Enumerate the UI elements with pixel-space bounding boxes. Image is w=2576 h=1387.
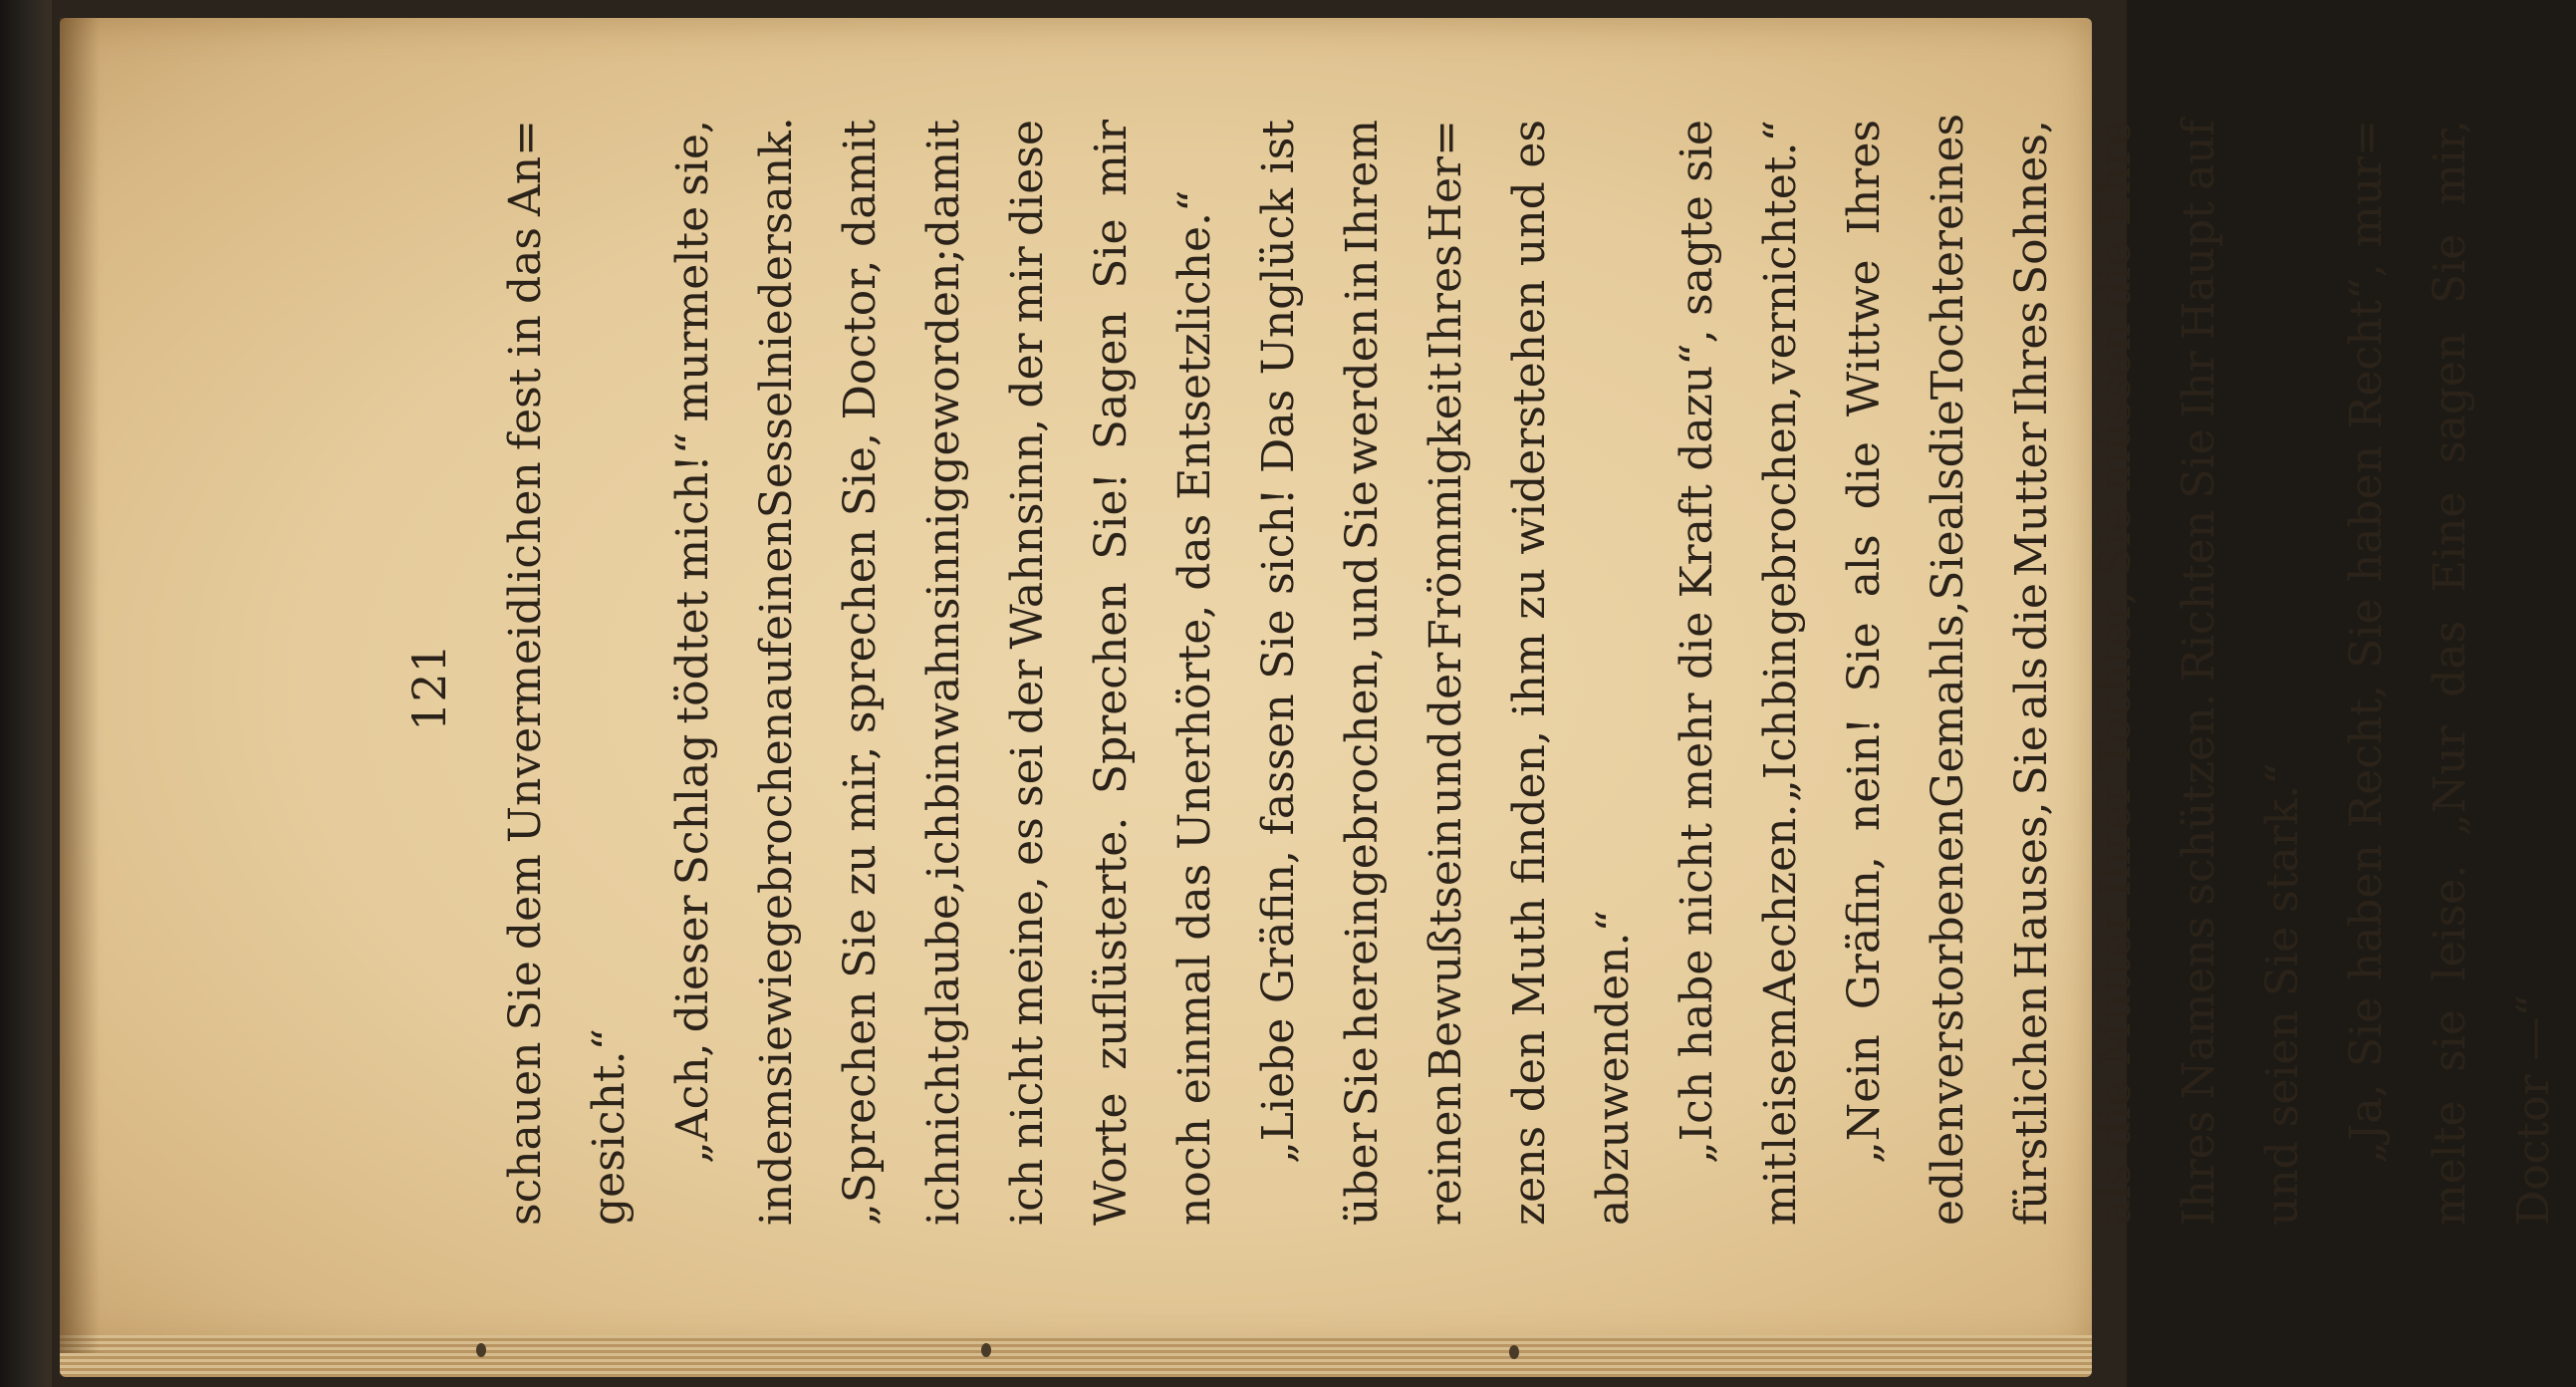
word: es (1002, 817, 1053, 866)
word: eines (1923, 113, 1973, 230)
word: damit (835, 120, 886, 247)
word: mir (1002, 246, 1053, 324)
word: die (2006, 583, 2057, 652)
text-line (1070, 120, 1154, 1226)
word: zu (1504, 568, 1555, 620)
word: ich (1002, 1158, 1053, 1226)
word: Aechzen. (1755, 803, 1806, 1005)
word: Recht, (2341, 685, 2392, 828)
word: Sprechen (1086, 582, 1137, 795)
text-line (2158, 120, 2241, 1226)
word: Sie (2006, 725, 2057, 796)
word: schützen. (2174, 693, 2224, 906)
word: murmelte (667, 205, 718, 422)
binding-stitch (476, 1343, 486, 1357)
word: ist (1253, 120, 1304, 174)
word: als (2006, 657, 2057, 720)
word: Hauses, (2006, 801, 2057, 979)
word: ich (918, 1158, 969, 1226)
text-line: noch einmal das Unerhörte, das Entsetzliche.“ (1169, 189, 1220, 1226)
word: fürstlichen (2006, 984, 2057, 1226)
word: Muth (1504, 897, 1555, 1017)
word: und (1504, 181, 1555, 267)
word: Mutter (2006, 421, 2057, 578)
word: Tochter, (2090, 590, 2141, 770)
word: leise. (2425, 864, 2475, 981)
word: haben (2341, 844, 2392, 981)
word: gebrochen (751, 710, 802, 949)
word: in (500, 315, 551, 358)
word: bin (1755, 637, 1806, 708)
word: die (1672, 611, 1722, 681)
word: diese (1002, 120, 1053, 236)
word: gebrochen, (1755, 385, 1806, 637)
word: mur= (2341, 120, 2392, 248)
word: sich! (1253, 487, 1304, 595)
word: „Ich (1755, 708, 1806, 802)
word: glaube, (918, 880, 969, 1045)
word: die (1839, 441, 1890, 510)
word: den (1504, 1029, 1555, 1113)
word: mir, (835, 745, 886, 832)
word: mehr (1672, 693, 1722, 810)
word: widerstehen (1504, 279, 1555, 555)
word: nicht (918, 1044, 969, 1159)
word: edlen (1923, 1103, 1973, 1226)
binding-gutter (60, 18, 100, 1353)
word: sagen (2425, 332, 2475, 463)
word: Mutter (2090, 911, 2141, 1067)
word: als (1839, 534, 1890, 598)
word: ich (918, 812, 969, 880)
text-line: Doctor —“ (2508, 993, 2559, 1226)
word: meine, (1002, 876, 1053, 1026)
text-line (1405, 120, 1488, 1226)
word: Recht“, (2341, 263, 2392, 429)
word: Ihr (2174, 351, 2224, 418)
text-line (1739, 120, 1823, 1226)
word: Kraft (1672, 484, 1722, 599)
word: Sie (1253, 609, 1304, 680)
word: zuflüsterte. (1086, 816, 1137, 1070)
word: werden (1337, 307, 1388, 475)
word: mit (1755, 1152, 1806, 1226)
word: Gräfin, (1253, 849, 1304, 1004)
word: Das (1253, 389, 1304, 473)
word: das (2425, 620, 2475, 697)
text-line (986, 120, 1070, 1226)
word: reinen (1420, 1082, 1471, 1226)
word: zens (1504, 1125, 1555, 1226)
word: einen (751, 518, 802, 642)
word: wie (751, 948, 802, 1025)
word: Richten (2174, 509, 2224, 683)
text-line (484, 120, 568, 1226)
word: Wittwe (1839, 259, 1890, 417)
word: geworden; (918, 247, 969, 484)
word: es (1504, 120, 1555, 168)
word: wahnsinnig (918, 484, 969, 740)
word: Doctor, (835, 259, 886, 420)
text-line (1907, 113, 1990, 1226)
word: hereingebrochen, (1337, 647, 1388, 1041)
word: Gräfin, (1839, 856, 1890, 1010)
word: Ihres (1839, 120, 1890, 235)
word: nein! (1839, 716, 1890, 832)
word: fassen (1253, 694, 1304, 836)
word: indem (751, 1087, 802, 1226)
word: in (1337, 259, 1388, 302)
word: „Nein (1839, 1034, 1890, 1164)
word: haben (2341, 445, 2392, 583)
word: Sie (2090, 506, 2141, 577)
word: über (1337, 1122, 1388, 1226)
word: sagte (1672, 195, 1722, 316)
word: Sie (2341, 996, 2392, 1067)
text-line (902, 120, 986, 1226)
word: Her= (1420, 120, 1471, 242)
word: Namens (2174, 916, 2224, 1100)
word: Ihrer (2090, 783, 2141, 898)
word: bin (918, 740, 969, 812)
word: mir (1086, 120, 1137, 196)
word: Sie (1086, 218, 1137, 289)
word: sprechen (835, 528, 886, 734)
text-line (2074, 120, 2158, 1226)
text-line (1656, 120, 1739, 1226)
word: Sessel (751, 377, 802, 519)
word: leisem (1755, 1006, 1806, 1151)
page-number: 121 (402, 644, 456, 731)
word: Sie (2425, 233, 2475, 304)
word: Sie (2174, 428, 2224, 499)
word: niedersank. (751, 117, 802, 378)
word: „Nur (2425, 725, 2475, 837)
body-text (484, 113, 2576, 1226)
word: als (1923, 467, 1973, 531)
word: sie (1672, 120, 1722, 182)
word: Haupt (2174, 201, 2224, 341)
word: Sie (1839, 622, 1890, 693)
word: Sie (500, 961, 551, 1031)
word: verstorbenen (1923, 807, 1973, 1104)
word: mich!“ (667, 431, 718, 581)
word: Ihres (2174, 1110, 2224, 1226)
page-edges (60, 1335, 2092, 1377)
word: dem (500, 854, 551, 951)
word: Sie (1923, 530, 1973, 601)
text-line (819, 120, 902, 1226)
word: ihm (1504, 633, 1555, 717)
word: habe (1672, 949, 1722, 1058)
word: Sohnes, (2006, 120, 2057, 296)
word: finden, (1504, 729, 1555, 885)
word: als (2090, 1163, 2141, 1226)
word: sie (2425, 1009, 2475, 1072)
word: Wahnsinn, (1002, 417, 1053, 650)
word: Sie (1337, 480, 1388, 551)
word: nicht (1002, 1035, 1053, 1149)
word: „Liebe (1253, 1017, 1304, 1164)
word: Bewußtsein (1420, 817, 1471, 1080)
text-line: abzuwenden.“ (1588, 910, 1639, 1226)
text-line (651, 120, 735, 1226)
text-line (1990, 120, 2074, 1226)
word: „Sprechen (835, 990, 886, 1226)
word: tödtet (667, 590, 718, 724)
word: fest (500, 368, 551, 451)
word: auf (751, 641, 802, 711)
word: der (1002, 659, 1053, 734)
text-line (1823, 120, 1907, 1226)
word: melte (2425, 1100, 2475, 1226)
word: und (1420, 729, 1471, 815)
word: Ihres (1420, 244, 1471, 360)
text-line (735, 117, 819, 1226)
word: Sagen (1086, 311, 1137, 450)
word: Frömmigkeit (1420, 362, 1471, 650)
text-line (1488, 120, 1572, 1226)
word: die (2090, 240, 2141, 310)
word: das (500, 227, 551, 305)
word: der (1420, 652, 1471, 727)
text-line (1237, 120, 1321, 1226)
binding-stitch (1509, 1345, 1519, 1359)
word: Unvermeidlichen (500, 461, 551, 844)
text-line: und seien Sie stark.“ (2257, 762, 2308, 1226)
word: Ihres (2006, 300, 2057, 416)
text-line (2409, 120, 2492, 1226)
rotated-text-block (130, 60, 2559, 1315)
word: „Ja, (2341, 1083, 2392, 1164)
word: Schlag (667, 733, 718, 886)
word: Eine (2425, 491, 2475, 593)
word: nicht (1672, 823, 1722, 937)
word: mir, (2425, 120, 2475, 206)
word: Ihrem (1337, 120, 1388, 254)
word: „Ach, (667, 1042, 718, 1164)
word: zu (835, 844, 886, 896)
word: dieser (667, 895, 718, 1033)
word: sie (751, 1024, 802, 1088)
text-line: gesicht.“ (584, 1028, 635, 1226)
word: Tochter (1923, 229, 1973, 401)
word: der (1002, 333, 1053, 409)
word: Ehre (2090, 120, 2141, 227)
word: sie, (667, 120, 718, 196)
word: damit (918, 120, 969, 247)
word: vernichtet.“ (1755, 120, 1806, 385)
word: Sie, (835, 432, 886, 517)
book-cover-edge (0, 0, 52, 1387)
word: sei (1002, 744, 1053, 807)
word: „Ich (1672, 1070, 1722, 1164)
text-line (2325, 120, 2409, 1226)
word: schauen (500, 1041, 551, 1226)
word: Sie (2341, 598, 2392, 669)
word: Sie (835, 908, 886, 978)
word: Unglück (1253, 187, 1304, 376)
word: Gemahls, (1923, 600, 1973, 808)
word: auf (2174, 120, 2224, 190)
word: Sie! (1086, 471, 1137, 560)
word: dazu“, (1672, 329, 1722, 471)
word: die (2090, 1080, 2141, 1149)
word: müssen (2090, 323, 2141, 492)
text-line (1321, 120, 1405, 1226)
word: Sie (1337, 1046, 1388, 1117)
word: An= (500, 120, 551, 216)
word: die (1923, 400, 1973, 468)
word: und (1337, 556, 1388, 642)
binding-stitch (981, 1343, 991, 1357)
word: Worte (1086, 1092, 1137, 1226)
